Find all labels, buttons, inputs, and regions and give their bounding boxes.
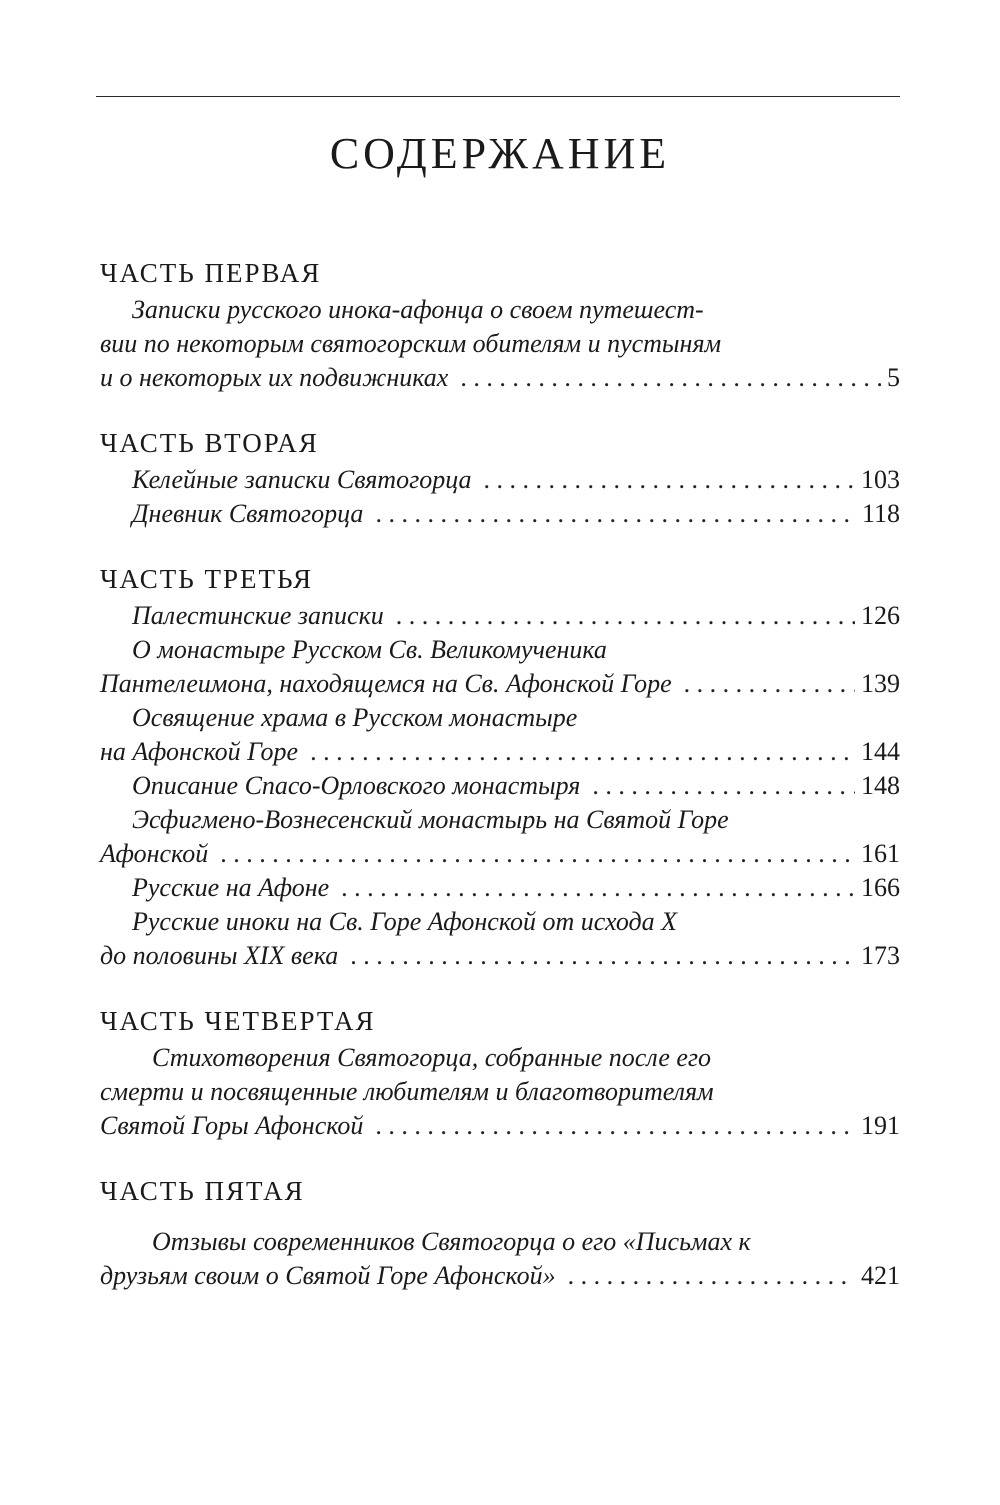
- page-number: 148: [861, 771, 900, 800]
- page-number: 173: [861, 941, 900, 970]
- entry-line: Келейные записки Святогорца: [132, 465, 472, 494]
- entry-last-line: [100, 939, 900, 973]
- entry-line: Дневник Святогорца: [132, 499, 364, 528]
- leader-dots: [592, 769, 855, 803]
- leader-dots: [684, 667, 855, 701]
- entry-last-line: [100, 871, 900, 905]
- toc-entry[interactable]: [100, 871, 900, 905]
- part-2: [100, 425, 900, 531]
- entry-line: О монастыре Русском Св. Великомученика: [132, 635, 607, 664]
- part-1: [100, 255, 900, 395]
- entry-line: Русские иноки на Св. Горе Афонской от исхода X: [132, 907, 678, 936]
- page-number: 139: [861, 669, 900, 698]
- entry-last-line: [100, 735, 900, 769]
- leader-dots: [350, 939, 855, 973]
- page-number: 166: [861, 873, 900, 902]
- entry-last-line: [100, 1109, 900, 1143]
- part-3: [100, 561, 900, 973]
- entry-last-line: [100, 1259, 900, 1293]
- leader-dots: [375, 1109, 855, 1143]
- table-of-contents: [100, 255, 900, 1323]
- entry-line: Освящение храма в Русском монастыре: [132, 703, 578, 732]
- entry-line: смерти и посвященные любителям и благотворителям: [100, 1077, 714, 1106]
- entry-last-line: [100, 463, 900, 497]
- entry-last-line: [100, 361, 900, 395]
- page-number: 191: [861, 1111, 900, 1140]
- entry-line: Афонской: [100, 839, 209, 868]
- entry-line: до половины XIX века: [100, 941, 339, 970]
- entry-last-line: [100, 837, 900, 871]
- entry-line: Эсфигмено-Вознесенский монастырь на Святой Горе: [132, 805, 729, 834]
- page-number: 126: [861, 601, 900, 630]
- entry-line: и о некоторых их подвижниках: [100, 363, 449, 392]
- toc-entry[interactable]: [100, 701, 900, 769]
- toc-entry[interactable]: [100, 1041, 900, 1143]
- entry-line: друзьям своим о Святой Горе Афонской»: [100, 1261, 556, 1290]
- entry-line: Святой Горы Афонской: [100, 1111, 364, 1140]
- toc-entry[interactable]: [100, 803, 900, 871]
- leader-dots: [396, 599, 855, 633]
- entry-line: Описание Спасо-Орловского монастыря: [132, 771, 581, 800]
- leader-dots: [375, 497, 856, 531]
- toc-entry[interactable]: [100, 769, 900, 803]
- page-number: 5: [887, 363, 900, 392]
- entry-last-line: [100, 769, 900, 803]
- leader-dots: [220, 837, 855, 871]
- leader-dots: [460, 361, 881, 395]
- toc-entry[interactable]: [100, 905, 900, 973]
- page-number: 161: [861, 839, 900, 868]
- toc-entry[interactable]: [100, 463, 900, 497]
- part-5: [100, 1173, 900, 1293]
- toc-entry[interactable]: [100, 633, 900, 701]
- leader-dots: [310, 735, 855, 769]
- part-heading: ЧАСТЬ ЧЕТВЕРТАЯ: [100, 1006, 376, 1036]
- entry-last-line: [100, 497, 900, 531]
- page-number: 118: [861, 499, 900, 528]
- toc-entry[interactable]: [100, 599, 900, 633]
- entry-last-line: [100, 667, 900, 701]
- entry-line: на Афонской Горе: [100, 737, 299, 766]
- toc-entry[interactable]: [100, 497, 900, 531]
- top-rule: [96, 96, 900, 97]
- page-title: СОДЕРЖАНИЕ: [329, 129, 671, 178]
- entry-line: Палестинские записки: [132, 601, 384, 630]
- toc-entry[interactable]: [100, 293, 900, 395]
- entry-line: вии по некоторым святогорским обителям и пустыням: [100, 329, 722, 358]
- page-number: 421: [861, 1261, 900, 1290]
- part-heading: ЧАСТЬ ПЕРВАЯ: [100, 258, 322, 288]
- page-number: 144: [861, 737, 900, 766]
- leader-dots: [341, 871, 855, 905]
- entry-line: Отзывы современников Святогорца о его «Письмах к: [152, 1227, 751, 1256]
- toc-entry[interactable]: [100, 1225, 900, 1293]
- part-heading: ЧАСТЬ ПЯТАЯ: [100, 1176, 305, 1206]
- entry-last-line: [100, 599, 900, 633]
- entry-line: Стихотворения Святогорца, собранные после его: [152, 1043, 712, 1072]
- entry-line: Пантелеимона, находящемся на Св. Афонской Горе: [100, 669, 672, 698]
- part-heading: ЧАСТЬ ТРЕТЬЯ: [100, 564, 314, 594]
- leader-dots: [568, 1259, 855, 1293]
- entry-line: Записки русского инока-афонца о своем путешест-: [132, 295, 704, 324]
- leader-dots: [484, 463, 855, 497]
- page-number: 103: [861, 465, 900, 494]
- part-heading: ЧАСТЬ ВТОРАЯ: [100, 428, 319, 458]
- part-4: [100, 1003, 900, 1143]
- entry-line: Русские на Афоне: [132, 873, 330, 902]
